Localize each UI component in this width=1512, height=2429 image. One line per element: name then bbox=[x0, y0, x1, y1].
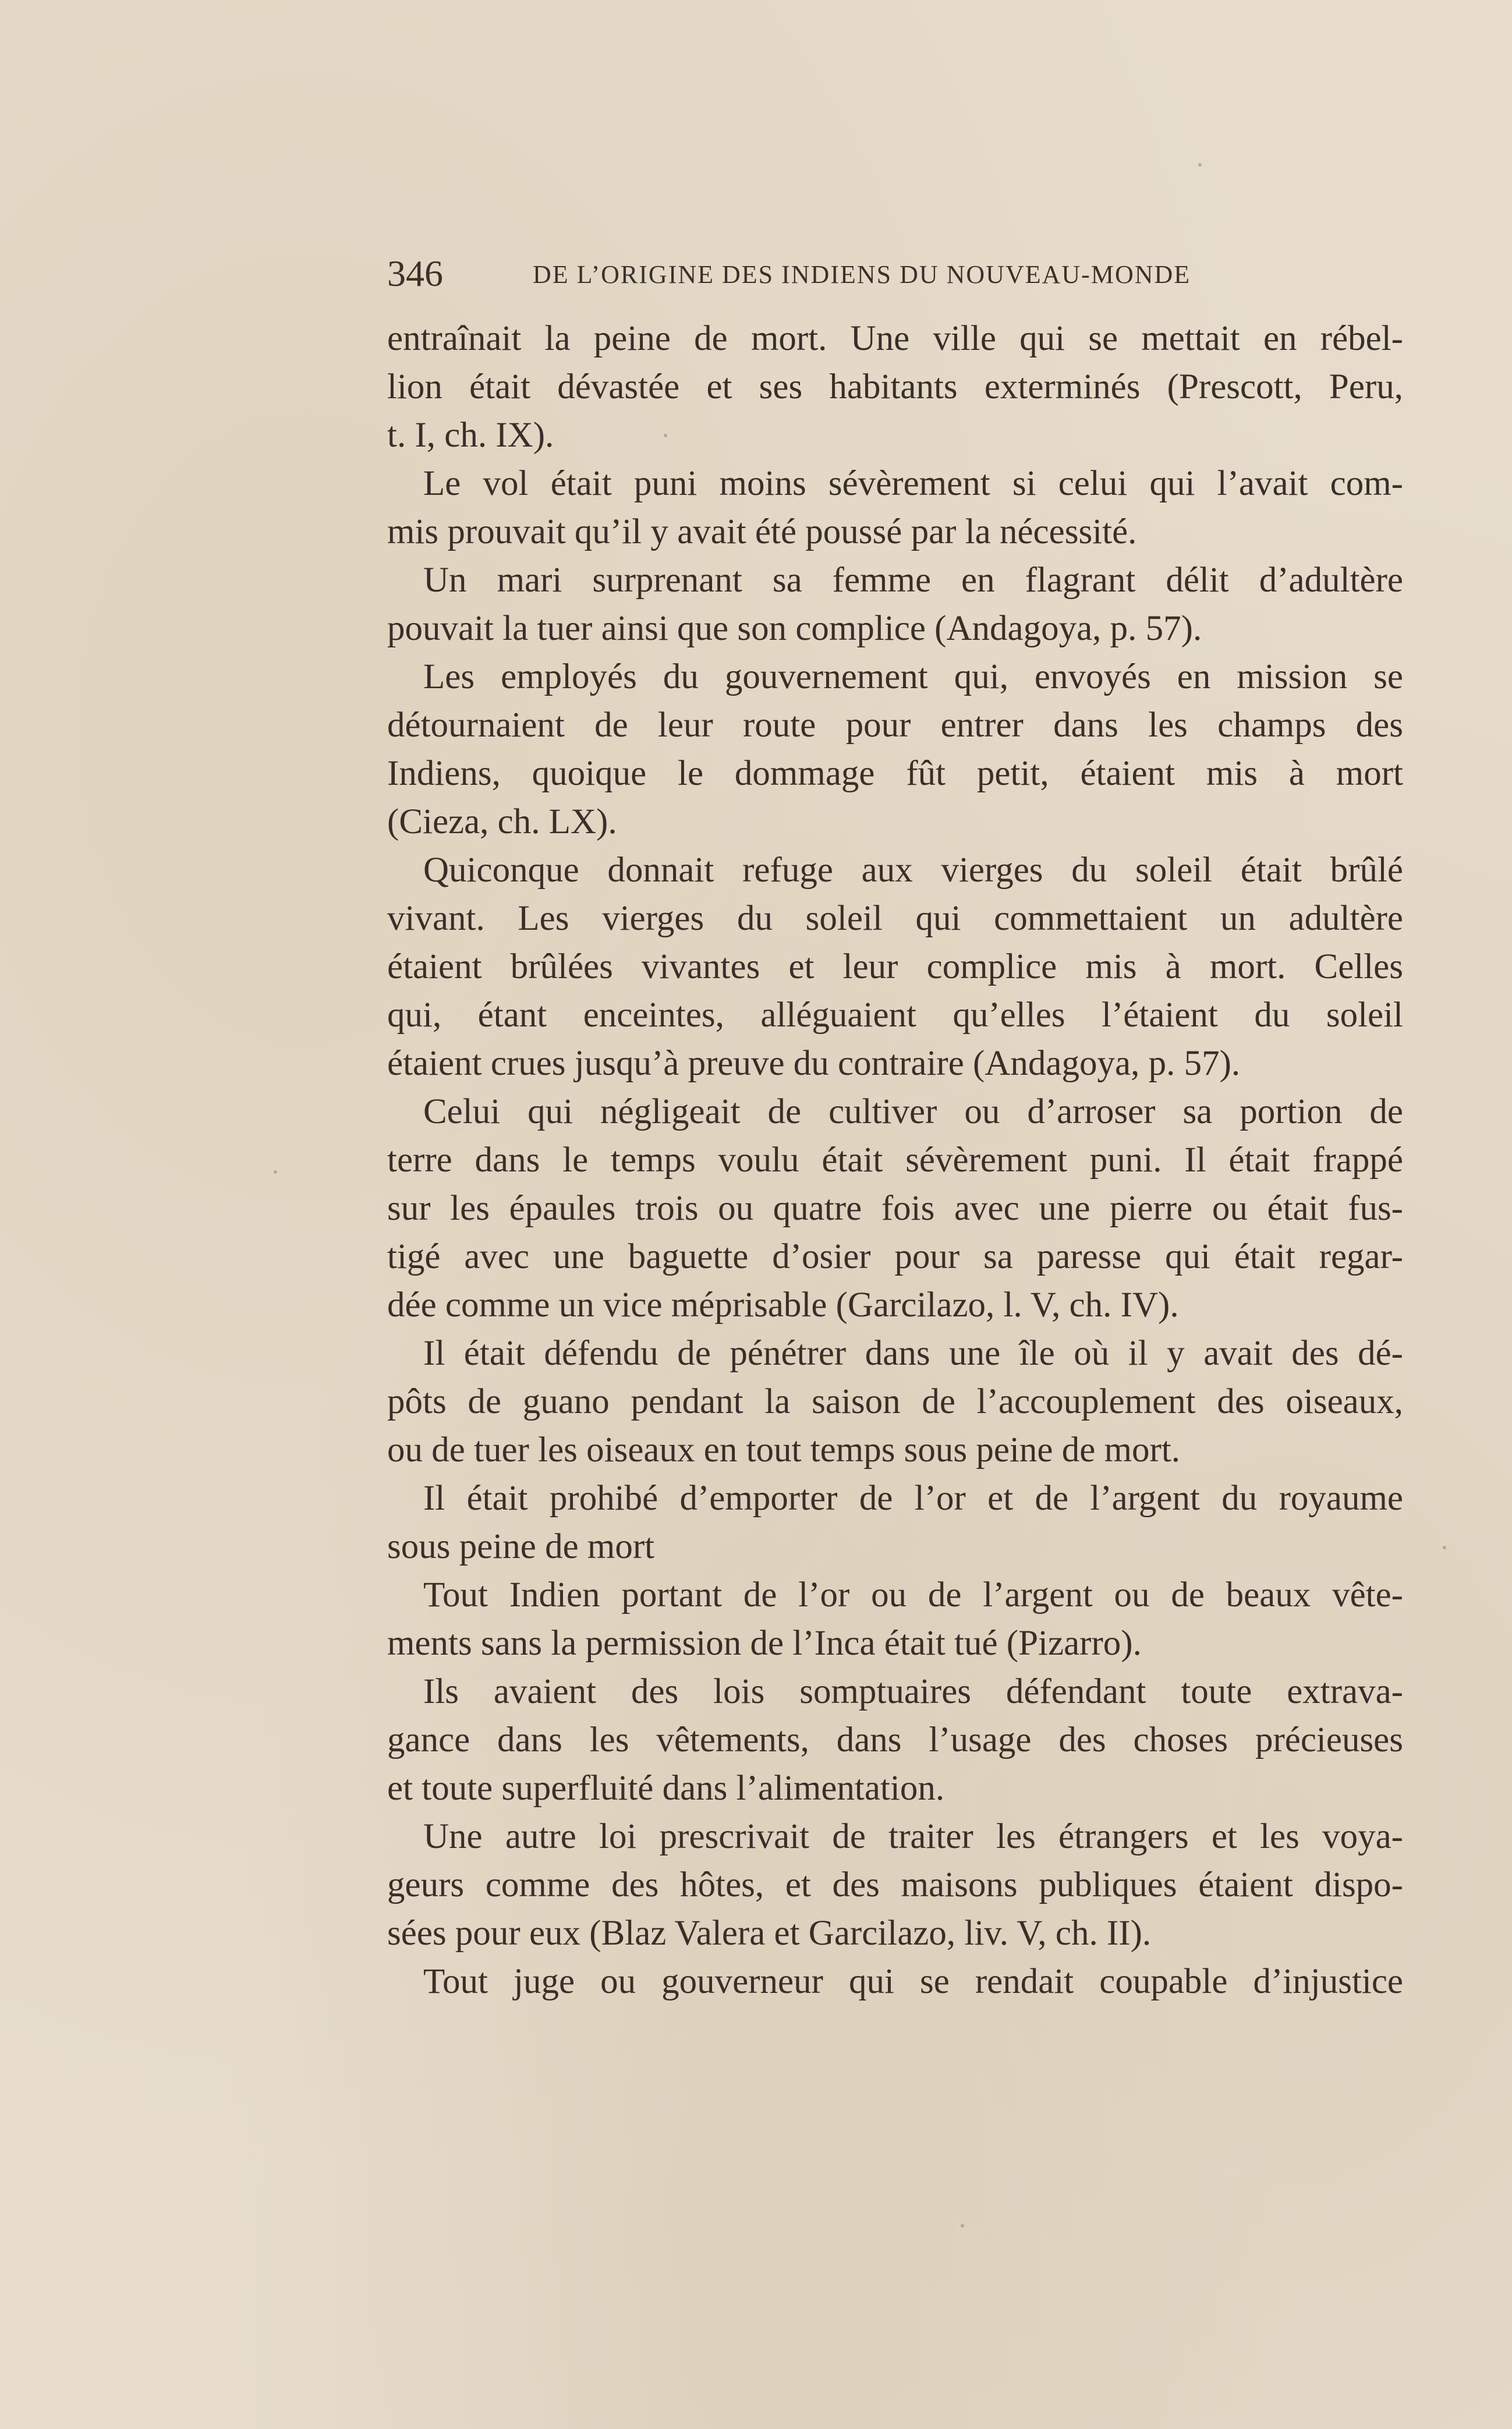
text-line: Les employés du gouvernement qui, envoyés en mission se bbox=[423, 657, 1403, 696]
text-line: pôts de guano pendant la saison de l’accouplement des oiseaux, bbox=[387, 1382, 1403, 1421]
text-line: sur les épaules trois ou quatre fois avec une pierre ou était fus- bbox=[387, 1189, 1403, 1228]
text-line: Celui qui négligeait de cultiver ou d’arroser sa portion de bbox=[423, 1092, 1403, 1131]
text-line: sous peine de mort bbox=[387, 1527, 655, 1566]
text-line: Il était défendu de pénétrer dans une île où il y avait des dé- bbox=[423, 1334, 1403, 1373]
text-line: Il était prohibé d’emporter de l’or et de l’argent du royaume bbox=[423, 1479, 1403, 1518]
text-line: étaient crues jusqu’à preuve du contraire (Andagoya, p. 57). bbox=[387, 1044, 1241, 1083]
text-line: Tout Indien portant de l’or ou de l’argent ou de beaux vête- bbox=[423, 1575, 1403, 1614]
text-line: dée comme un vice méprisable (Garcilazo, l. V, ch. IV). bbox=[387, 1286, 1179, 1325]
text-line: tigé avec une baguette d’osier pour sa paresse qui était regar- bbox=[387, 1237, 1403, 1276]
text-line: gance dans les vêtements, dans l’usage des choses précieuses bbox=[387, 1720, 1403, 1759]
page-number: 346 bbox=[387, 253, 443, 294]
paper-speck bbox=[961, 2224, 964, 2228]
text-line: Indiens, quoique le dommage fût petit, étaient mis à mort bbox=[387, 754, 1403, 793]
paper-speck bbox=[664, 434, 667, 437]
text-line: étaient brûlées vivantes et leur complice mis à mort. Celles bbox=[387, 947, 1403, 986]
text-line: sées pour eux (Blaz Valera et Garcilazo, liv. V, ch. II). bbox=[387, 1914, 1152, 1953]
paper-speck bbox=[1443, 1546, 1446, 1549]
text-line: entraînait la peine de mort. Une ville qui se mettait en rébel- bbox=[387, 319, 1403, 358]
text-line: Une autre loi prescrivait de traiter les étrangers et les voya- bbox=[423, 1817, 1403, 1856]
text-line: Quiconque donnait refuge aux vierges du soleil était brûlé bbox=[423, 851, 1403, 890]
text-line: Le vol était puni moins sévèrement si celui qui l’avait com- bbox=[423, 464, 1403, 503]
text-line: pouvait la tuer ainsi que son complice (Andagoya, p. 57). bbox=[387, 609, 1202, 648]
paper-speck bbox=[274, 1170, 277, 1174]
text-line: Un mari surprenant sa femme en flagrant délit d’adultère bbox=[423, 561, 1403, 600]
text-line: détournaient de leur route pour entrer dans les champs des bbox=[387, 706, 1403, 745]
text-line: et toute superfluité dans l’alimentation. bbox=[387, 1769, 945, 1808]
text-line: qui, étant enceintes, alléguaient qu’elles l’étaient du soleil bbox=[387, 996, 1403, 1035]
running-head bbox=[387, 247, 1255, 300]
body-text bbox=[387, 314, 1403, 2006]
text-line: (Cieza, ch. LX). bbox=[387, 802, 617, 841]
text-line: geurs comme des hôtes, et des maisons publiques étaient dispo- bbox=[387, 1865, 1403, 1904]
text-line: vivant. Les vierges du soleil qui commettaient un adultère bbox=[387, 899, 1403, 938]
paper-speck bbox=[1198, 163, 1202, 167]
running-title: DE L’ORIGINE DES INDIENS DU NOUVEAU-MONDE bbox=[533, 260, 1191, 289]
text-line: ments sans la permission de l’Inca était tué (Pizarro). bbox=[387, 1624, 1142, 1663]
text-line: mis prouvait qu’il y avait été poussé par la nécessité. bbox=[387, 512, 1137, 551]
text-line: lion était dévastée et ses habitants exterminés (Prescott, Peru, bbox=[387, 367, 1403, 406]
text-line: terre dans le temps voulu était sévèrement puni. Il était frappé bbox=[387, 1141, 1403, 1180]
text-line: Tout juge ou gouverneur qui se rendait coupable d’injustice bbox=[423, 1962, 1403, 2001]
text-line: t. I, ch. IX). bbox=[387, 416, 554, 455]
text-line: ou de tuer les oiseaux en tout temps sous peine de mort. bbox=[387, 1431, 1181, 1470]
text-line: Ils avaient des lois somptuaires défendant toute extrava- bbox=[423, 1672, 1403, 1711]
